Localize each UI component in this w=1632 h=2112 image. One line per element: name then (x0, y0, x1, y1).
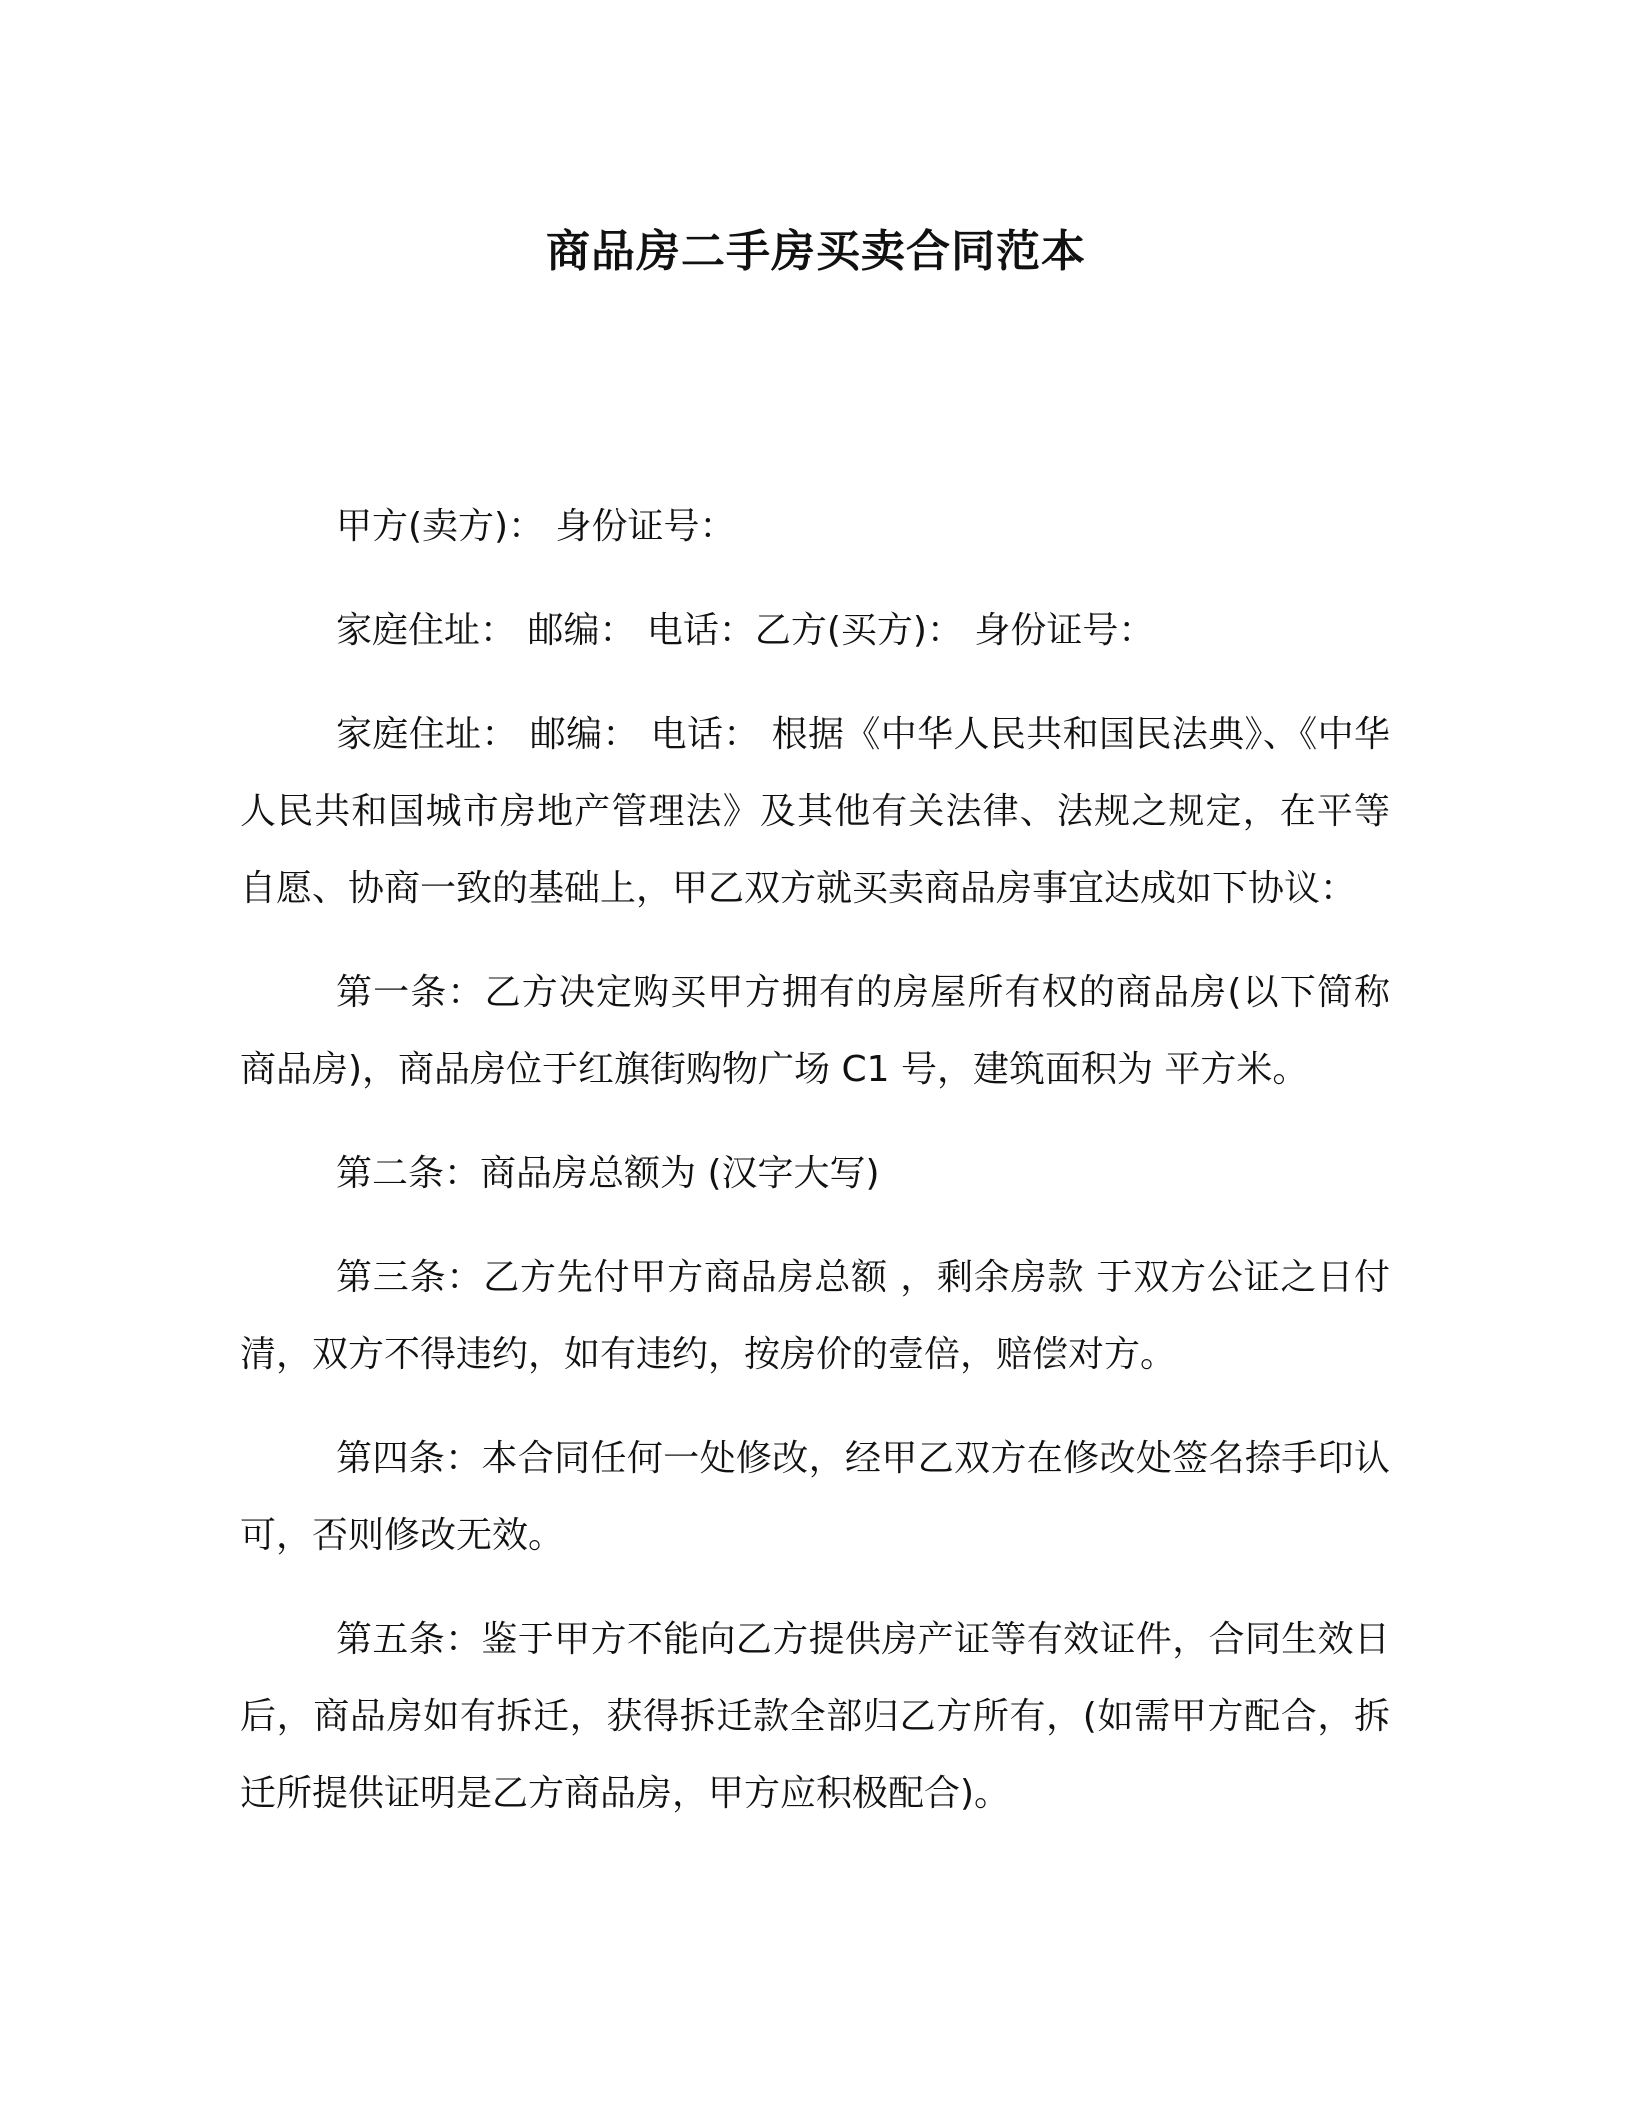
document-title: 商品房二手房买卖合同范本 (546, 226, 1086, 277)
paragraph-preamble: 家庭住址： 邮编： 电话： 根据《中华人民共和国民法典》、《中华人民共和国城市房地产管理法》及其他有关法律、法规之规定，在平等自愿、协商一致的基础上，甲乙双方就买卖商品房事宜达成如下协议： (240, 714, 1390, 909)
paragraph-party-a: 甲方(卖方)： 身份证号： (336, 506, 736, 547)
paragraph-article-5: 第五条：鉴于甲方不能向乙方提供房产证等有效证件，合同生效日后，商品房如有拆迁，获得拆迁款全部归乙方所有，(如需甲方配合，拆迁所提供证明是乙方商品房，甲方应积极配合)。 (240, 1619, 1390, 1814)
paragraph-article-4: 第四条：本合同任何一处修改，经甲乙双方在修改处签名捺手印认可，否则修改无效。 (240, 1438, 1390, 1556)
paragraph-address-party-b: 家庭住址： 邮编： 电话：乙方(买方)： 身份证号： (336, 610, 1155, 651)
document-body (240, 488, 1390, 1859)
paragraph-article-2: 第二条：商品房总额为 (汉字大写) (336, 1153, 880, 1194)
paragraph-article-3: 第三条：乙方先付甲方商品房总额 ，剩余房款 于双方公证之日付清，双方不得违约，如有违约，按房价的壹倍，赔偿对方。 (240, 1257, 1390, 1375)
paragraph-article-1: 第一条：乙方决定购买甲方拥有的房屋所有权的商品房(以下简称商品房)，商品房位于红旗街购物广场 C1 号，建筑面积为 平方米。 (240, 972, 1390, 1090)
